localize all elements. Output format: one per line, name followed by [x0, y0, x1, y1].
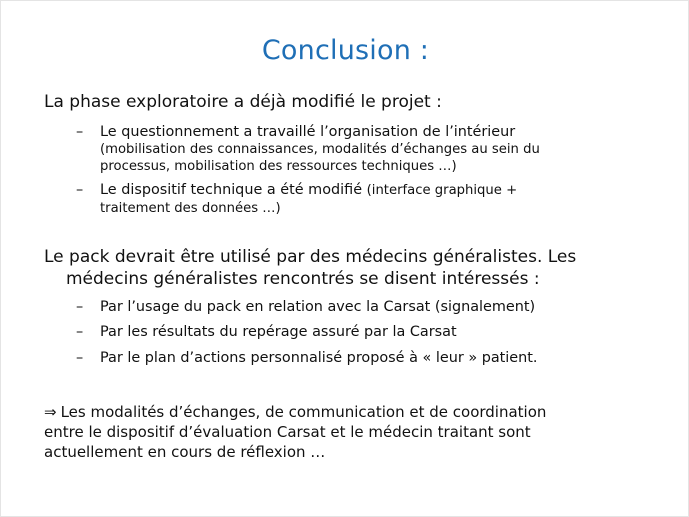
section2-bullet-1 [76, 298, 636, 316]
bullet-text: Par l’usage du pack en relation avec la Carsat (signalement) [100, 299, 536, 315]
bullet-inline-detail: (interface graphique + [366, 183, 518, 198]
section2-heading-line: Le pack devrait être utilisé par des médecins généralistes. Les [44, 247, 577, 267]
section1-bullet-1 [76, 123, 636, 175]
bullet-text: Par le plan d’actions personnalisé proposé à « leur » patient. [100, 350, 538, 366]
slide-title: Conclusion : [261, 35, 430, 66]
bullet-dash: – [76, 324, 84, 340]
bullet-text-line [100, 181, 636, 200]
section2-heading-line: médecins généralistes rencontrés se disent intéressés : [66, 269, 540, 289]
section1-heading: La phase exploratoire a déjà modifié le projet : [44, 92, 442, 112]
section2-bullet-3 [76, 349, 636, 367]
implies-arrow-icon: ⇒ [44, 403, 57, 421]
bullet-dash: – [76, 350, 84, 366]
note-line [44, 402, 664, 422]
bullet-dash: – [76, 182, 84, 198]
bullet-text: Le dispositif technique a été modifié [100, 182, 363, 198]
bullet-text: Le questionnement a travaillé l’organisation de l’intérieur [100, 124, 516, 140]
conclusion-note [44, 402, 664, 462]
bullet-text: Par les résultats du repérage assuré par la Carsat [100, 324, 457, 340]
bullet-detail-line: traitement des données …) [100, 201, 281, 216]
bullet-dash: – [76, 299, 84, 315]
note-text: Les modalités d’échanges, de communication et de coordination [60, 403, 547, 421]
section2-heading [44, 246, 654, 290]
section1-bullet-2 [76, 181, 636, 217]
bullet-detail-line: (mobilisation des connaissances, modalités d’échanges au sein du [100, 142, 540, 157]
section2-bullet-2 [76, 323, 636, 341]
bullet-detail-line: processus, mobilisation des ressources techniques …) [100, 159, 457, 174]
note-line: entre le dispositif d’évaluation Carsat et le médecin traitant sont [44, 423, 531, 441]
bullet-dash: – [76, 124, 84, 140]
note-line: actuellement en cours de réflexion … [44, 443, 326, 461]
